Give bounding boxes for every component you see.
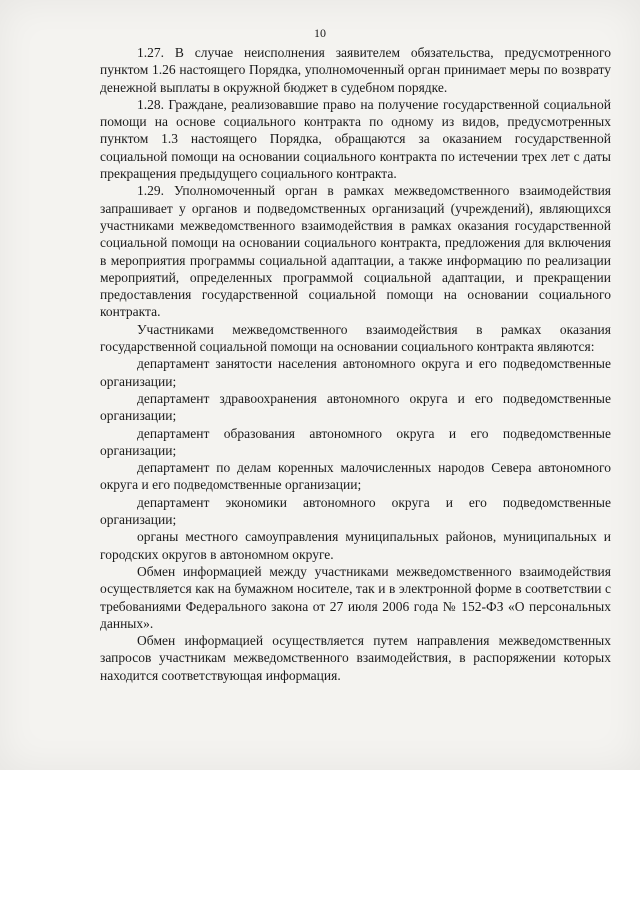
paragraph-1-28: 1.28. Граждане, реализовавшие право на получение государственной социальной помощи на основе социального контракта по одному из видов, предусмотренных пунктом 1.3 настоящего Порядка, обращаются за оказанием государственной социальной помощи на основании социального контракта по истечении трех лет с даты прекращения предыдущего социального контракта. [100,96,611,182]
participant-economy-dept: департамент экономики автономного округа и его подведомственные организации; [100,494,611,528]
page-number: 10 [314,26,326,40]
paragraph-1-27: 1.27. В случае неисполнения заявителем обязательства, предусмотренного пунктом 1.26 настоящего Порядка, уполномоченный орган принимает меры по возврату денежной выплаты в окружной бюджет в судебном порядке. [100,45,611,95]
paragraph-1-29: 1.29. Уполномоченный орган в рамках межведомственного взаимодействия запрашивает у органов и подведомственных организаций (учреждений), являющихся участниками межведомственного взаимодействия в рамках оказания государственной социальной помощи на основании социального контракта, предложения для включения в мероприятия программы социальной адаптации, а также информацию по реализации мероприятий, определенных программой социальной адаптации, и прекращении предоставления государственной социальной помощи на основании социального контракта. [100,183,611,320]
participants-intro: Участниками межведомственного взаимодействия в рамках оказания государственной социальной помощи на основании социального контракта являются: [100,321,611,355]
participant-employment-dept: департамент занятости населения автономного округа и его подведомственные организации; [100,356,611,389]
participant-education-dept: департамент образования автономного округа и его подведомственные организации; [100,425,611,458]
document-body [100,44,611,684]
participant-local-government: органы местного самоуправления муниципальных районов, муниципальных и городских округов в автономном округе. [100,529,611,562]
blank-area [0,770,640,905]
paragraph-information-exchange: Обмен информацией между участниками межведомственного взаимодействия осуществляется как на бумажном носителе, так и в электронной форме в соответствии с требованиями Федерального закона от 27 июля 2006 года № 152-ФЗ «О персональных данных». [100,563,611,631]
participant-indigenous-dept: департамент по делам коренных малочисленных народов Севера автономного округа и его подведомственные организации; [100,460,611,493]
paragraph-interagency-requests: Обмен информацией осуществляется путем направления межведомственных запросов участникам межведомственного взаимодействия, в распоряжении которых находится соответствующая информация. [100,633,611,683]
participant-health-dept: департамент здравоохранения автономного округа и его подведомственные организации; [100,390,611,424]
